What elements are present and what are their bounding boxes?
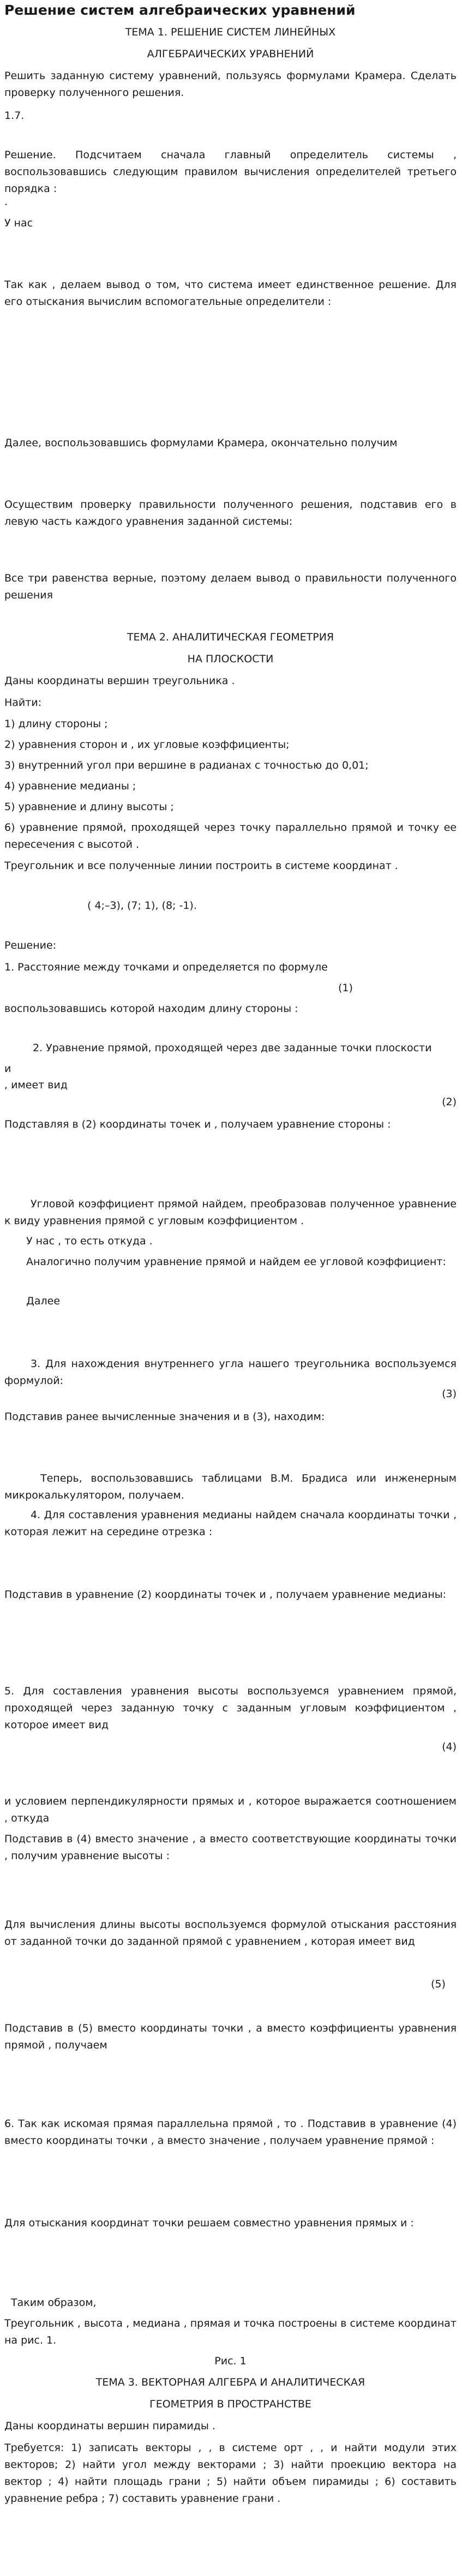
theme2-step1: 1. Расстояние между точками и определяется по формуле xyxy=(4,961,328,973)
theme3-given: Даны координаты вершин пирамиды . xyxy=(4,2420,215,2432)
theme2-step2e: У нас , то есть откуда . xyxy=(26,1235,153,1247)
theme2-given: Даны координаты вершин треугольника . xyxy=(4,675,235,687)
theme2-step2c: Подставляя в (2) координаты точек и , получаем уравнение стороны : xyxy=(4,1118,391,1130)
theme2-step5d: Для вычисления длины высоты воспользуемся формулой отыскания расстояния от заданной точки до заданной прямой с уравнением , которая имеет вид xyxy=(4,1919,457,1948)
theme1-heading: ТЕМА 1. РЕШЕНИЕ СИСТЕМ ЛИНЕЙНЫХ xyxy=(125,26,336,38)
theme2-item: 4) уравнение медианы ; xyxy=(4,780,136,792)
theme2-step5: 5. Для составления уравнения высоты воспользуемся уравнением прямой, проходящей через заданную точку с заданным угловым коэффициентом , которое имеет вид xyxy=(4,1685,457,1731)
theme2-summary2: Треугольник , высота , медиана , прямая и точка построены в системе координат на рис. 1. xyxy=(4,2317,457,2346)
theme2-step2b: , имеет вид xyxy=(4,1079,68,1091)
theme2-item: 1) длину стороны ; xyxy=(4,718,108,730)
theme2-summary: Таким образом, xyxy=(11,2297,97,2309)
figure-caption: Рис. 1 xyxy=(214,2355,247,2367)
theme2-step1b: воспользовавшись которой находим длину стороны : xyxy=(4,1003,298,1015)
theme2-step2d: Угловой коэффициент прямой найдем, преобразовав полученное уравнение к виду уравнения прямой с угловым коэффициентом . xyxy=(4,1198,457,1227)
equation-number-5: (5) xyxy=(431,1978,446,1990)
theme2-step5b: и условием перпендикулярности прямых и , которое выражается соотношением , откуда xyxy=(4,1795,457,1824)
theme3-task: Требуется: 1) записать векторы , , в системе орт , , и найти модули этих векторов; 2) найти угол между векторами ; 3) найти проекцию вектора на вектор ; 4) найти площадь грани ; 5) найти объем пирамиды ; 6) составить уравнение ребра ; 7) составить уравнение грани . xyxy=(4,2442,457,2505)
theme2-coords: ( 4;–3), (7; 1), (8; -1). xyxy=(87,900,197,912)
theme2-solution: Решение: xyxy=(4,939,57,951)
theme2-find: Найти: xyxy=(4,697,42,709)
theme1-we-have: У нас xyxy=(4,217,33,229)
theme1-check: Осуществим проверку правильности полученного решения, подставив его в левую часть каждого уравнения заданной системы: xyxy=(4,499,457,528)
theme3-heading: ТЕМА 3. ВЕКТОРНАЯ АЛГЕБРА И АНАЛИТИЧЕСКАЯ xyxy=(95,2376,365,2388)
theme1-number: 1.7. xyxy=(4,110,25,122)
theme2-item: 6) уравнение прямой, проходящей через точку параллельно прямой и точку ее пересечения с высотой . xyxy=(4,822,457,850)
theme2-construct: Треугольник и все полученные линии построить в системе координат . xyxy=(4,860,398,872)
equation-number-1: (1) xyxy=(338,982,353,994)
theme2-step6: 6. Так как искомая прямая параллельна прямой , то . Подставив в уравнение (4) вместо координаты точки , а вместо значение , получаем уравнение прямой : xyxy=(4,2118,457,2147)
theme2-step5c: Подставив в (4) вместо значение , а вместо соответствующие координаты точки , получим уравнение высоты : xyxy=(4,1833,457,1862)
theme2-step3: 3. Для нахождения внутреннего угла нашего треугольника воспользуемся формулой: xyxy=(4,1358,457,1387)
theme2-step4: 4. Для составления уравнения медианы найдем сначала координаты точки , которая лежит на середине отрезка : xyxy=(4,1509,457,1538)
theme1-solution-intro: Решение. Подсчитаем сначала главный определитель системы , воспользовавшись следующим правилом вычисления определителей третьего порядка : xyxy=(4,149,457,195)
theme2-and: и xyxy=(4,1063,11,1075)
theme1-task: Решить заданную систему уравнений, пользуясь формулами Крамера. Сделать проверку полученного решения. xyxy=(4,70,457,99)
theme1-cramer: Далее, воспользовавшись формулами Крамера, окончательно получим xyxy=(4,437,398,449)
theme2-step2g: Далее xyxy=(26,1295,61,1307)
theme2-subheading: НА ПЛОСКОСТИ xyxy=(187,653,274,665)
equation-number-3: (3) xyxy=(442,1388,457,1400)
theme2-step2f: Аналогично получим уравнение прямой и найдем ее угловой коэффициент: xyxy=(26,1256,446,1268)
theme2-step3b: Подставив ранее вычисленные значения и в (3), находим: xyxy=(4,1411,325,1423)
theme1-final: Все три равенства верные, поэтому делаем вывод о правильности полученного решения xyxy=(4,572,457,601)
theme2-item: 2) уравнения сторон и , их угловые коэффициенты; xyxy=(4,739,290,751)
theme2-step6b: Для отыскания координат точки решаем совместно уравнения прямых и : xyxy=(4,2217,414,2229)
theme1-conclusion: Так как , делаем вывод о том, что система имеет единственное решение. Для его отыскания вычислим вспомогательные определители : xyxy=(4,279,457,308)
theme3-subheading: ГЕОМЕТРИЯ В ПРОСТРАНСТВЕ xyxy=(149,2398,311,2410)
page-title: Решение систем алгебраических уравнений xyxy=(4,2,356,18)
theme2-item: 3) внутренний угол при вершине в радианах с точностью до 0,01; xyxy=(4,759,369,771)
theme2-item: 5) уравнение и длину высоты ; xyxy=(4,801,174,813)
equation-number-2: (2) xyxy=(442,1096,457,1108)
theme1-subheading: АЛГЕБРАИЧЕСКИХ УРАВНЕНИЙ xyxy=(147,48,314,60)
theme2-step5e: Подставив в (5) вместо координаты точки , а вместо коэффициенты уравнения прямой , получаем xyxy=(4,2022,457,2051)
theme1-dot: . xyxy=(4,196,8,208)
equation-number-4: (4) xyxy=(442,1741,457,1753)
theme2-step2: 2. Уравнение прямой, проходящей через две заданные точки плоскости xyxy=(33,1042,432,1054)
theme2-heading: ТЕМА 2. АНАЛИТИЧЕСКАЯ ГЕОМЕТРИЯ xyxy=(127,631,334,643)
theme2-step4b: Подставив в уравнение (2) координаты точек и , получаем уравнение медианы: xyxy=(4,1589,447,1601)
theme2-step3c: Теперь, воспользовавшись таблицами В.М. Брадиса или инженерным микрокалькулятором, получаем. xyxy=(4,1472,457,1501)
